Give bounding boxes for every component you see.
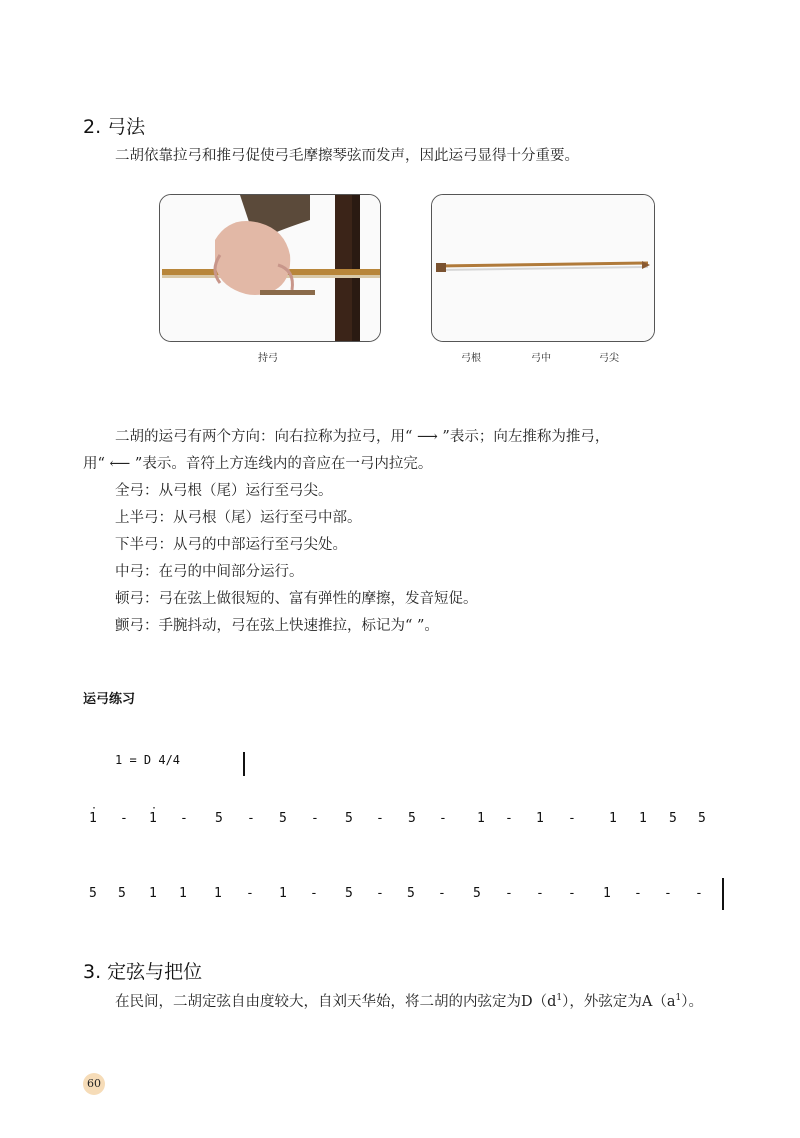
bow-type-middle: 中弓：在弓的中间部分运行。 [115, 564, 304, 580]
score-note: 1 [179, 886, 187, 901]
score-row-1 [83, 803, 723, 831]
score-note: 1 [536, 811, 544, 826]
score-note: 1 [214, 886, 222, 901]
bow-direction-line1: 二胡的运弓有两个方向：向右拉称为拉弓，用“ ⟶ ”表示；向左推称为推弓， [115, 429, 610, 445]
score-note: - [536, 886, 544, 901]
section-2-title: 2. 弓法 [83, 116, 146, 138]
score-note: 5 [698, 811, 706, 826]
score-note: - [505, 811, 513, 826]
bow-type-lower-half: 下半弓：从弓的中部运行至弓尖处。 [115, 537, 347, 553]
score-note: - [247, 811, 255, 826]
score-note: 5 [669, 811, 677, 826]
bow-type-upper-half: 上半弓：从弓根（尾）运行至弓中部。 [115, 510, 362, 526]
bow-type-full: 全弓：从弓根（尾）运行至弓尖。 [115, 483, 333, 499]
score-note: - [180, 811, 188, 826]
final-barline [722, 878, 724, 910]
score-note: 1 [89, 811, 97, 826]
section-3-text-part1: 在民间，二胡定弦自由度较大，自刘天华始，将二胡的内弦定为D（d [115, 994, 557, 1010]
score-note: 5 [345, 886, 353, 901]
score-note: 1 [609, 811, 617, 826]
score-note: 1 [477, 811, 485, 826]
bow-type-detache: 顿弓：弓在弦上做很短的、富有弹性的摩擦，发音短促。 [115, 591, 478, 607]
exercise-key-signature: 1 = D 4/4 [115, 753, 181, 767]
score-note: 1 [279, 886, 287, 901]
score-note: - [568, 886, 576, 901]
section-3-title: 3. 定弦与把位 [83, 961, 203, 983]
bow-hold-caption: 持弓 [258, 353, 278, 364]
section-3-text [115, 991, 775, 1013]
score-note: 5 [215, 811, 223, 826]
bow-hold-photo [159, 194, 381, 342]
bow-part-tip: 弓尖 [599, 353, 619, 364]
repeat-sign [243, 752, 245, 776]
exercise-title: 运弓练习 [83, 692, 136, 707]
section-2-intro: 二胡依靠拉弓和推弓促使弓毛摩擦琴弦而发声，因此运弓显得十分重要。 [115, 148, 579, 164]
superscript-1: 1 [675, 993, 682, 1004]
bow-part-middle: 弓中 [531, 353, 551, 364]
score-note: - [376, 811, 384, 826]
score-note: - [664, 886, 672, 901]
score-note: 5 [279, 811, 287, 826]
score-note: - [568, 811, 576, 826]
score-note: 5 [89, 886, 97, 901]
high-octave-dot: · [91, 803, 98, 814]
score-note: - [439, 811, 447, 826]
bow-direction-line2: 用“ ⟵ ”表示。音符上方连线内的音应在一弓内拉完。 [83, 456, 433, 472]
score-note: 5 [118, 886, 126, 901]
score-row-2 [83, 886, 723, 906]
bow-parts-photo [431, 194, 655, 342]
score-note: - [505, 886, 513, 901]
superscript-1: 1 [556, 993, 563, 1004]
page-number: 60 [83, 1073, 105, 1095]
section-3-text-part3: ）。 [681, 994, 703, 1010]
score-note: 1 [149, 886, 157, 901]
score-note: 1 [639, 811, 647, 826]
score-note: 1 [149, 811, 157, 826]
score-note: - [695, 886, 703, 901]
bow-type-tremolo: 颤弓：手腕抖动，弓在弦上快速推拉，标记为“ ”。 [115, 618, 439, 634]
score-note: 5 [407, 886, 415, 901]
score-note: - [634, 886, 642, 901]
score-note: 1 [603, 886, 611, 901]
score-note: - [311, 811, 319, 826]
score-note: 5 [345, 811, 353, 826]
score-note: - [120, 811, 128, 826]
score-note: - [438, 886, 446, 901]
score-note: - [246, 886, 254, 901]
score-note: - [310, 886, 318, 901]
bow-part-frog: 弓根 [461, 353, 481, 364]
score-note: - [376, 886, 384, 901]
section-3-text-part2: ），外弦定为A（a [562, 994, 676, 1010]
score-note: 5 [408, 811, 416, 826]
score-note: 5 [473, 886, 481, 901]
high-octave-dot: · [151, 803, 158, 814]
